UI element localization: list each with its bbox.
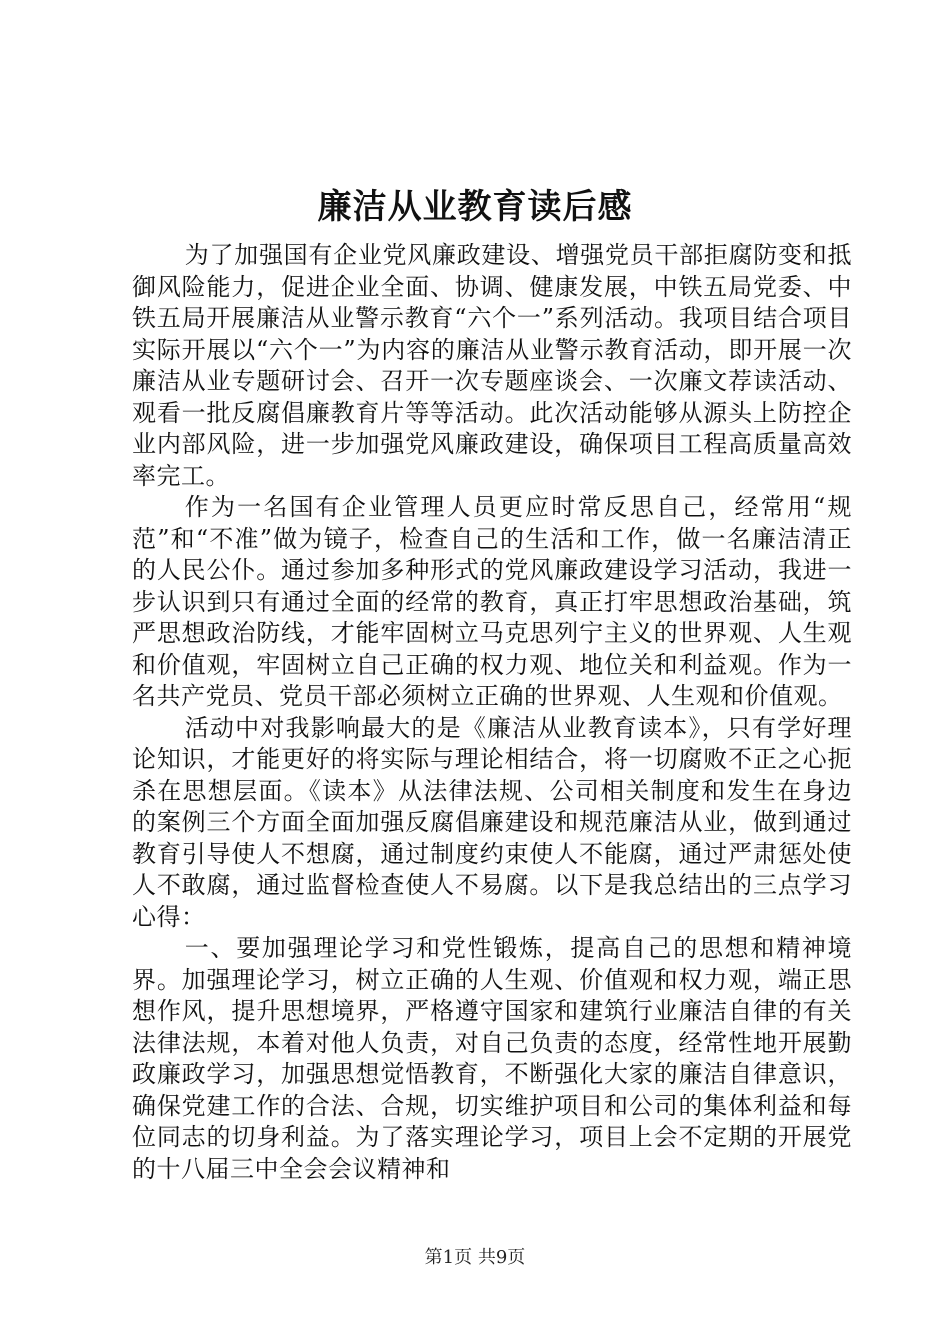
page-number-footer: 第1页 共9页 bbox=[424, 1247, 526, 1268]
document-title: 廉洁从业教育读后感 bbox=[317, 187, 633, 227]
paragraph-4: 一、要加强理论学习和党性锻炼，提高自己的思想和精神境界。加强理论学习，树立正确的人生观、价值观和权力观，端正思想作风，提升思想境界，严格遵守国家和建筑行业廉洁自律的有关法律法规，本着对他人负责，对自己负责的态度，经常性地开展勤政廉政学习，加强思想觉悟教育，不断强化大家的廉洁自律意识，确保党建工作的合法、合规，切实维护项目和公司的集体利益和每位同志的切身利益。为了落实理论学习，项目上会不定期的开展党的十八届三中全会会议精神和 bbox=[132, 934, 852, 1183]
document-body bbox=[132, 240, 852, 1185]
paragraph-1: 为了加强国有企业党风廉政建设、增强党员干部拒腐防变和抵御风险能力，促进企业全面、协调、健康发展，中铁五局党委、中铁五局开展廉洁从业警示教育“六个一”系列活动。我项目结合项目实际开展以“六个一”为内容的廉洁从业警示教育活动，即开展一次廉洁从业专题研讨会、召开一次专题座谈会、一次廉文荐读活动、观看一批反腐倡廉教育片等等活动。此次活动能够从源头上防控企业内部风险，进一步加强党风廉政建设，确保项目工程高质量高效率完工。 bbox=[132, 241, 852, 490]
paragraph-2: 作为一名国有企业管理人员更应时常反思自己，经常用“规范”和“不准”做为镜子，检查自己的生活和工作，做一名廉洁清正的人民公仆。通过参加多种形式的党风廉政建设学习活动，我进一步认识到只有通过全面的经常的教育，真正打牢思想政治基础，筑严思想政治防线，才能牢固树立马克思列宁主义的世界观、人生观和价值观，牢固树立自己正确的权力观、地位关和利益观。作为一名共产党员、党员干部必须树立正确的世界观、人生观和价值观。 bbox=[132, 493, 852, 710]
paragraph-3: 活动中对我影响最大的是《廉洁从业教育读本》，只有学好理论知识，才能更好的将实际与理论相结合，将一切腐败不正之心扼杀在思想层面。《读本》从法律法规、公司相关制度和发生在身边的案例三个方面全面加强反腐倡廉建设和规范廉洁从业，做到通过教育引导使人不想腐，通过制度约束使人不能腐，通过严肃惩处使人不敢腐，通过监督检查使人不易腐。以下是我总结出的三点学习心得： bbox=[132, 713, 852, 931]
